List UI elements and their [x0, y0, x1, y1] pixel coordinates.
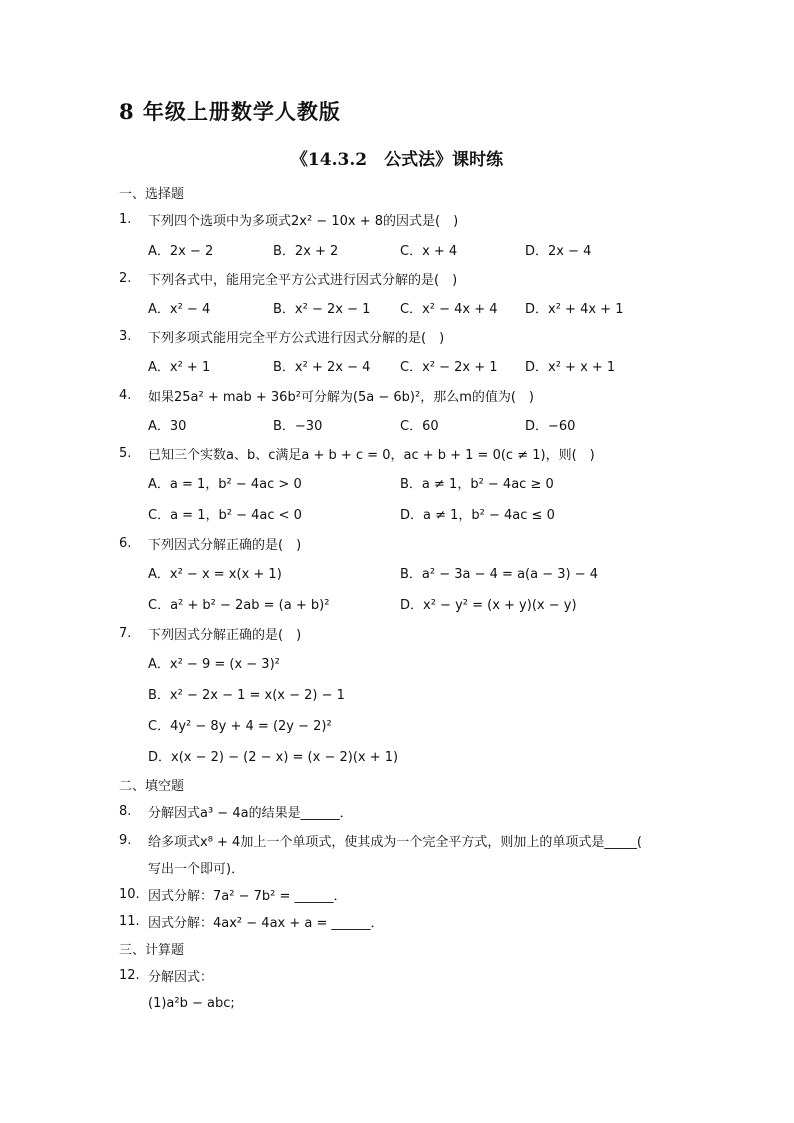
option-d: D．a ≠ 1，b² − 4ac ≤ 0: [400, 508, 555, 523]
question-number: 1.: [119, 212, 132, 227]
question-text: 下列多项式能用完全平方公式进行因式分解的是( ): [148, 331, 445, 346]
option-d: D．2x − 4: [525, 244, 592, 259]
question-number: 3.: [119, 329, 132, 344]
question-text: 给多项式x⁸ + 4加上一个单项式，使其成为一个完全平方式，则加上的单项式是_____(: [148, 835, 642, 850]
option-b: B．x² − 2x − 1: [273, 302, 371, 317]
option-c: C．x² − 4x + 4: [400, 302, 498, 317]
option-a: A．x² − 9 = (x − 3)²: [148, 657, 280, 672]
option-b: B．2x + 2: [273, 244, 339, 259]
option-c: C．x² − 2x + 1: [400, 360, 498, 375]
question-number: 5.: [119, 446, 132, 461]
question-number: 6.: [119, 536, 132, 551]
option-c: C．x + 4: [400, 244, 458, 259]
option-c: C．a = 1，b² − 4ac < 0: [148, 508, 302, 523]
option-a: A．x² − 4: [148, 302, 211, 317]
question-number: 8.: [119, 804, 132, 819]
question-number: 4.: [119, 388, 132, 403]
option-b: B．x² − 2x − 1 = x(x − 2) − 1: [148, 688, 345, 703]
option-d: D．x² − y² = (x + y)(x − y): [400, 598, 577, 613]
option-c: C．60: [400, 419, 439, 434]
section-heading-choice: 一、选择题: [119, 187, 185, 202]
section-heading-calc: 三、计算题: [119, 943, 185, 958]
question-text: 下列因式分解正确的是( ): [148, 628, 302, 643]
question-text-continued: 写出一个即可)．: [148, 862, 245, 877]
option-d: D．x(x − 2) − (2 − x) = (x − 2)(x + 1): [148, 750, 399, 765]
option-a: A．30: [148, 419, 187, 434]
question-text: 已知三个实数a、b、c满足a + b + c = 0，ac + b + 1 = 0(c ≠ 1)，则( ): [148, 448, 595, 463]
option-a: A．2x − 2: [148, 244, 214, 259]
question-text: 因式分解：7a² − 7b² = ______．: [148, 889, 347, 904]
question-text: 下列各式中，能用完全平方公式进行因式分解的是( ): [148, 273, 458, 288]
option-b: B．−30: [273, 419, 323, 434]
question-number: 2.: [119, 271, 132, 286]
option-d: D．−60: [525, 419, 576, 434]
option-a: A．a = 1，b² − 4ac > 0: [148, 477, 302, 492]
section-heading-fill: 二、填空题: [119, 779, 185, 794]
sub-question: (1)a²b − abc;: [148, 996, 235, 1011]
option-d: D．x² + 4x + 1: [525, 302, 624, 317]
question-number: 9.: [119, 833, 132, 848]
option-d: D．x² + x + 1: [525, 360, 616, 375]
question-number: 11.: [119, 914, 140, 929]
question-text: 下列四个选项中为多项式2x² − 10x + 8的因式是( ): [148, 214, 459, 229]
question-number: 12.: [119, 968, 140, 983]
option-a: A．x² + 1: [148, 360, 211, 375]
option-c: C．4y² − 8y + 4 = (2y − 2)²: [148, 719, 332, 734]
option-b: B．x² + 2x − 4: [273, 360, 371, 375]
question-number: 7.: [119, 626, 132, 641]
question-text: 如果25a² + mab + 36b²可分解为(5a − 6b)²，那么m的值为( ): [148, 390, 535, 405]
question-text: 因式分解：4ax² − 4ax + a = ______．: [148, 916, 384, 931]
option-a: A．x² − x = x(x + 1): [148, 567, 282, 582]
question-text: 分解因式a³ − 4a的结果是______．: [148, 806, 353, 821]
option-c: C．a² + b² − 2ab = (a + b)²: [148, 598, 330, 613]
document-subtitle: 《14.3.2 公式法》课时练: [290, 150, 504, 170]
option-b: B．a ≠ 1，b² − 4ac ≥ 0: [400, 477, 554, 492]
question-number: 10.: [119, 887, 140, 902]
question-text: 分解因式：: [148, 970, 214, 985]
question-text: 下列因式分解正确的是( ): [148, 538, 302, 553]
document-title: 8 年级上册数学人教版: [119, 99, 341, 124]
option-b: B．a² − 3a − 4 = a(a − 3) − 4: [400, 567, 599, 582]
